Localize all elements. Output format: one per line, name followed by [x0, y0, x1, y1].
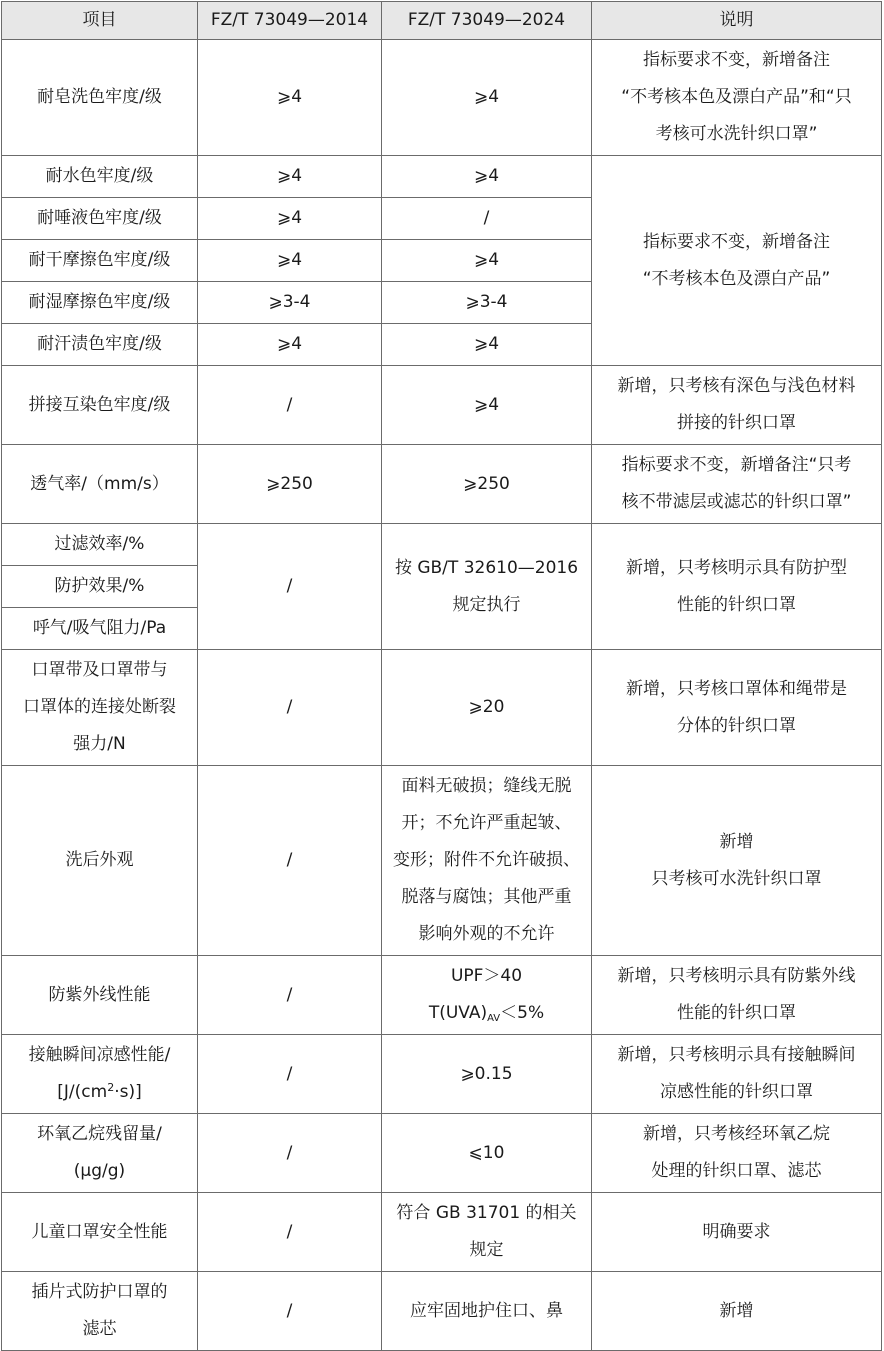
- new-value-cell: ⩽10: [382, 1114, 592, 1193]
- note-line: 核不带滤层或滤芯的针织口罩”: [621, 492, 852, 512]
- old-value-cell: /: [198, 956, 382, 1035]
- new-value-line: UPF＞40: [450, 966, 523, 986]
- item-cell: 耐唾液色牢度/级: [2, 198, 198, 240]
- note-line: 指标要求不变，新增备注“只考: [621, 455, 852, 475]
- note-line: 性能的针织口罩: [677, 594, 796, 615]
- new-value-cell: ⩾4: [382, 324, 592, 366]
- item-line: [8, 1074, 191, 1111]
- new-value-line: 规定执行: [452, 594, 521, 615]
- note-line: 凉感性能的针织口罩: [660, 1082, 813, 1102]
- table-row: [2, 956, 882, 1035]
- note-line: 新增，只考核经环氧乙烷: [643, 1124, 830, 1144]
- header-note: 说明: [592, 2, 882, 40]
- table-row: [2, 445, 882, 524]
- note-line: 性能的针织口罩: [677, 1003, 796, 1023]
- new-value-line: 按 GB/T 32610—2016: [394, 557, 579, 578]
- item-cell: 防护效果/%: [2, 566, 198, 608]
- new-value-line: 面料无破损；缝线无脱: [401, 776, 572, 796]
- note-line: “不考核本色及漂白产品”: [642, 268, 831, 289]
- unit-part-b: ·s)]: [114, 1082, 142, 1102]
- table-row: [2, 524, 882, 566]
- old-value-cell: /: [198, 1272, 382, 1351]
- new-value-cell: [382, 1193, 592, 1272]
- item-line: 接触瞬间凉感性能/: [28, 1045, 171, 1065]
- new-value-line: 开；不允许严重起皱、: [401, 813, 572, 833]
- item-cell: 呼气/吸气阻力/Pa: [2, 608, 198, 650]
- note-line: 拼接的针织口罩: [677, 413, 796, 433]
- note-cell: [592, 524, 882, 650]
- note-cell: [592, 650, 882, 766]
- item-cell: 耐汗渍色牢度/级: [2, 324, 198, 366]
- uva-prefix: T(UVA): [428, 1003, 488, 1023]
- item-line: (μg/g): [73, 1161, 126, 1181]
- old-value-cell: ⩾4: [198, 40, 382, 156]
- new-value-cell: ⩾20: [382, 650, 592, 766]
- new-value-line: 变形；附件不允许破损、: [393, 850, 580, 870]
- old-value-cell: /: [198, 650, 382, 766]
- old-value-cell: ⩾4: [198, 324, 382, 366]
- note-cell: [592, 766, 882, 956]
- note-line: 处理的针织口罩、滤芯: [651, 1161, 822, 1181]
- item-cell: 儿童口罩安全性能: [2, 1193, 198, 1272]
- note-line: “不考核本色及漂白产品”和“只: [621, 87, 852, 107]
- table-row: [2, 1114, 882, 1193]
- item-cell: 过滤效率/%: [2, 524, 198, 566]
- note-line: 分体的针织口罩: [677, 715, 796, 736]
- header-row: [2, 2, 882, 40]
- new-value-line: 规定: [469, 1240, 504, 1260]
- old-value-cell: ⩾4: [198, 240, 382, 282]
- new-value-cell: ⩾4: [382, 156, 592, 198]
- table-row: [2, 40, 882, 156]
- old-value-cell: ⩾4: [198, 156, 382, 198]
- old-value-cell: /: [198, 1193, 382, 1272]
- item-line: 插片式防护口罩的: [31, 1282, 168, 1302]
- note-cell: [592, 366, 882, 445]
- uva-subscript: AV: [487, 1013, 501, 1024]
- item-cell: 防紫外线性能: [2, 956, 198, 1035]
- item-line: 口罩带及口罩带与: [31, 660, 168, 680]
- item-cell: 洗后外观: [2, 766, 198, 956]
- item-cell: 耐水色牢度/级: [2, 156, 198, 198]
- new-value-cell: ⩾4: [382, 366, 592, 445]
- note-line: 指标要求不变，新增备注: [643, 231, 830, 252]
- table-row: [2, 366, 882, 445]
- note-line: 新增，只考核有深色与浅色材料: [617, 376, 856, 396]
- item-cell: [2, 1114, 198, 1193]
- table-row: [2, 156, 882, 198]
- note-line: 新增: [719, 831, 754, 852]
- header-new-standard: FZ/T 73049—2024: [382, 2, 592, 40]
- old-value-cell: /: [198, 1114, 382, 1193]
- item-cell: 耐湿摩擦色牢度/级: [2, 282, 198, 324]
- old-value-cell: ⩾3-4: [198, 282, 382, 324]
- table-row: [2, 1035, 882, 1114]
- table-row: [2, 1272, 882, 1351]
- unit-superscript: 2: [107, 1081, 115, 1094]
- note-cell: [592, 445, 882, 524]
- note-line: 新增，只考核明示具有防护型: [626, 557, 847, 578]
- new-value-cell: [382, 766, 592, 956]
- item-line: 滤芯: [82, 1319, 117, 1339]
- item-cell: 耐皂洗色牢度/级: [2, 40, 198, 156]
- uva-suffix: ＜5%: [500, 1003, 545, 1023]
- item-cell: 透气率/（mm/s）: [2, 445, 198, 524]
- old-value-cell: /: [198, 766, 382, 956]
- new-value-cell: ⩾250: [382, 445, 592, 524]
- old-value-cell: /: [198, 1035, 382, 1114]
- old-value-cell: /: [198, 524, 382, 650]
- note-line: 新增，只考核口罩体和绳带是: [626, 678, 847, 699]
- note-line: 考核可水洗针织口罩”: [655, 124, 818, 144]
- new-value-line: 影响外观的不允许: [418, 924, 555, 944]
- header-item: 项目: [2, 2, 198, 40]
- item-cell: 耐干摩擦色牢度/级: [2, 240, 198, 282]
- new-value-line: 符合 GB 31701 的相关: [396, 1203, 577, 1223]
- note-line: 新增，只考核明示具有接触瞬间: [617, 1045, 856, 1065]
- note-line: 只考核可水洗针织口罩: [651, 868, 822, 889]
- new-value-cell: ⩾3-4: [382, 282, 592, 324]
- standards-comparison-table: [1, 1, 882, 1351]
- new-value-cell: ⩾4: [382, 40, 592, 156]
- table-row: [2, 766, 882, 956]
- note-line: 指标要求不变，新增备注: [643, 50, 830, 70]
- note-cell: 新增: [592, 1272, 882, 1351]
- note-cell: [592, 1035, 882, 1114]
- old-value-cell: ⩾4: [198, 198, 382, 240]
- item-cell: [2, 1272, 198, 1351]
- new-value-cell: ⩾4: [382, 240, 592, 282]
- unit-part-a: [J/(cm: [57, 1082, 108, 1102]
- item-cell: 拼接互染色牢度/级: [2, 366, 198, 445]
- new-value-cell: 应牢固地护住口、鼻: [382, 1272, 592, 1351]
- new-value-cell: ⩾0.15: [382, 1035, 592, 1114]
- item-line: 强力/N: [73, 734, 126, 754]
- item-line: 口罩体的连接处断裂: [23, 697, 176, 717]
- item-cell: [2, 650, 198, 766]
- new-value-cell: /: [382, 198, 592, 240]
- table-row: [2, 1193, 882, 1272]
- old-value-cell: /: [198, 366, 382, 445]
- note-cell: 明确要求: [592, 1193, 882, 1272]
- note-cell: [592, 40, 882, 156]
- table-row: [2, 650, 882, 766]
- note-cell-group: [592, 156, 882, 366]
- header-old-standard: FZ/T 73049—2014: [198, 2, 382, 40]
- note-cell: [592, 1114, 882, 1193]
- new-value-cell: [382, 956, 592, 1035]
- old-value-cell: ⩾250: [198, 445, 382, 524]
- item-cell: [2, 1035, 198, 1114]
- note-line: 新增，只考核明示具有防紫外线: [617, 966, 856, 986]
- new-value-cell: [382, 524, 592, 650]
- item-line: 环氧乙烷残留量/: [37, 1124, 162, 1144]
- new-value-line: 脱落与腐蚀；其他严重: [401, 887, 572, 907]
- new-value-line: [388, 995, 585, 1032]
- note-cell: [592, 956, 882, 1035]
